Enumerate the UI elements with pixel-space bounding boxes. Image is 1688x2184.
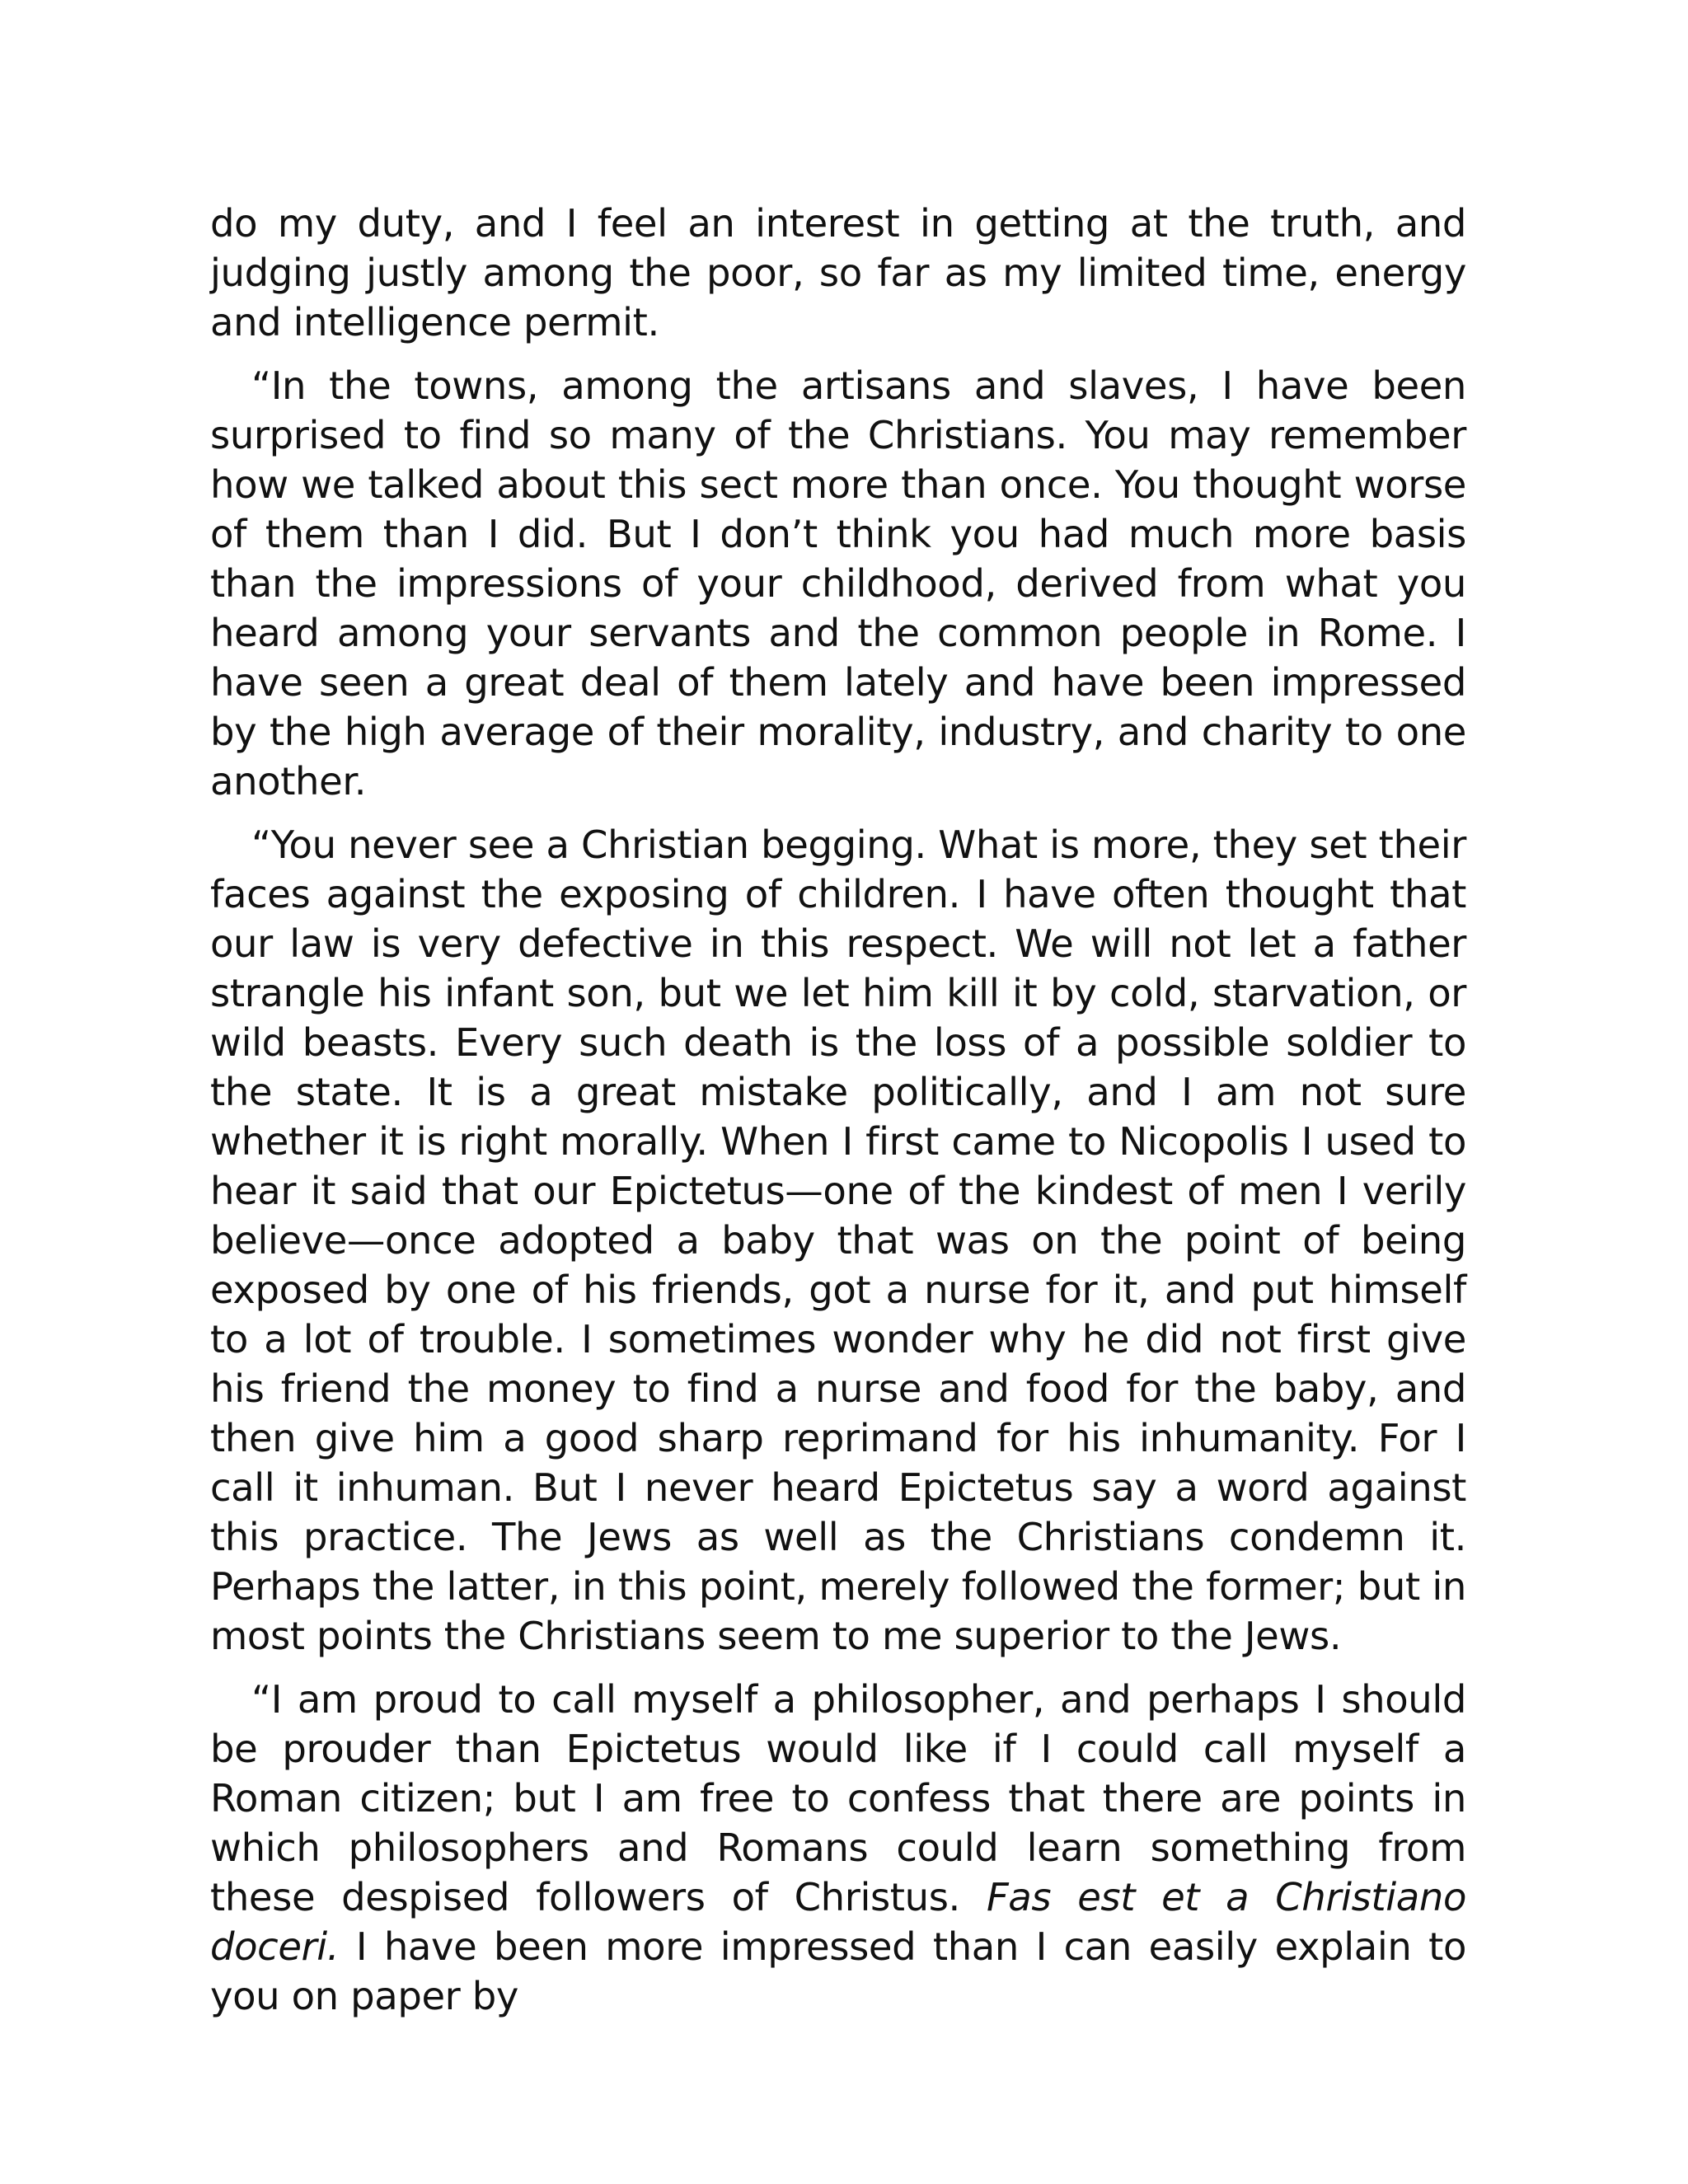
latin-quote: Fas est et a Christiano doceri.: [210, 1875, 1466, 1969]
paragraph-3: “You never see a Christian begging. What is more, they set their faces against the exposing of children. I have often thought that our law is very defective in this respect. We will not let a father strangle his infant son, but we let him kill it by cold, starvation, or wild beasts. Every such death is the loss of a possible soldier to the state. It is a great mistake politically, and I am not sure whether it is right morally. When I first came to Nicopolis I used to hear it said that our Epictetus—one of the kindest of men I verily believe—once adopted a baby that was on the point of being exposed by one of his friends, got a nurse for it, and put himself to a lot of trouble. I sometimes wonder why he did not first give his friend the money to find a nurse and food for the baby, and then give him a good sharp reprimand for his inhumanity. For I call it inhuman. But I never heard Epictetus say a word against this practice. The Jews as well as the Christians condemn it. Perhaps the latter, in this point, merely followed the former; but in most points the Christians seem to me superior to the Jews.: [210, 823, 1466, 1658]
paragraph-4-text-after: I have been more impressed than I can easily explain to you on paper by: [210, 1924, 1466, 2018]
paragraph-4: [210, 1675, 1466, 2021]
paragraph-2: “In the towns, among the artisans and slaves, I have been surprised to find so many of the Christians. You may remember how we talked about this sect more than once. You thought worse of them than I did. But I don’t think you had much more basis than the impressions of your childhood, derived from what you heard among your servants and the common people in Rome. I have seen a great deal of them lately and have been impressed by the high average of their morality, industry, and charity to one another.: [210, 363, 1466, 804]
document-page: [210, 199, 1466, 2035]
paragraph-4-text-before: “I am proud to call myself a philosopher, and perhaps I should be prouder than Epictetus would like if I could call myself a Roman citizen; but I am free to confess that there are points in which philosophers and Romans could learn something from these despised followers of Christus.: [210, 1677, 1466, 1919]
paragraph-1: do my duty, and I feel an interest in getting at the truth, and judging justly among the poor, so far as my limited time, energy and intelligence permit.: [210, 201, 1466, 344]
